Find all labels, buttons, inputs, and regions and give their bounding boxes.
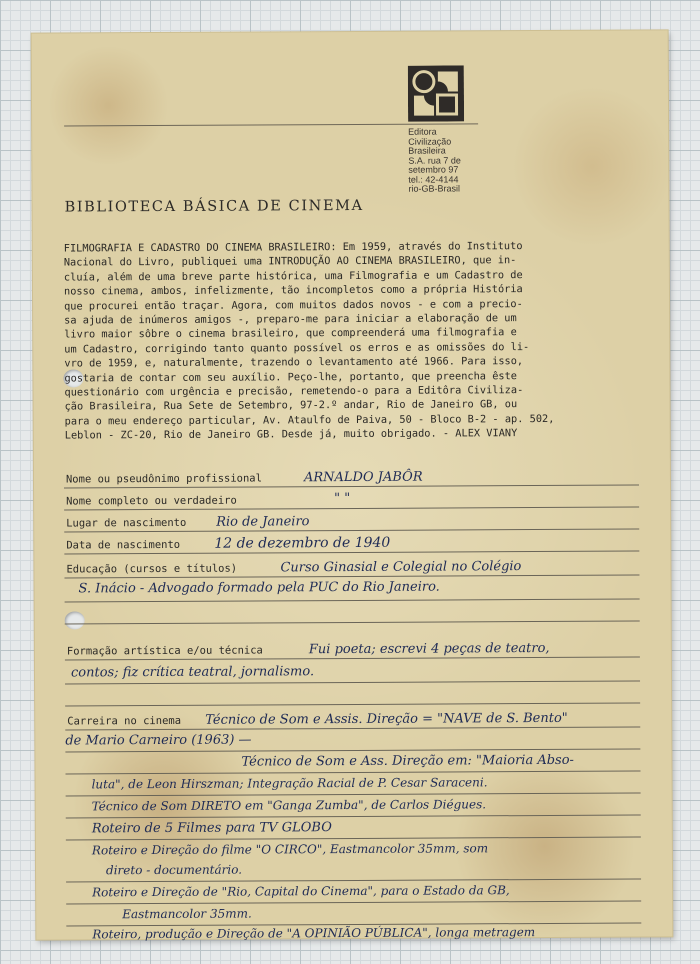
publisher-line: Brasileira (408, 145, 446, 156)
artistic-value-line: Fui poeta; escrevi 4 peças de teatro, (308, 640, 550, 658)
intro-line: Leblon - ZC-20, Rio de Janeiro GB. Desde já, muito obrigado. - ALEX VIANY (64, 427, 518, 442)
artistic-value-line: contos; fiz crítica teatral, jornalismo. (70, 664, 315, 681)
intro-line: um Cadastro, corrigindo tanto quanto possível os erros e as omissões do li- (64, 340, 530, 356)
intro-line: nosso cinema, ambos, infelizmente, tão incompletos como a própria História (63, 283, 523, 298)
birthplace-field[interactable] (64, 508, 639, 532)
artistic-rule (65, 680, 640, 684)
intro-line: vro de 1959, e, naturalmente, trazendo o levantamento até 1966. Para isso, (64, 355, 524, 370)
publisher-address (408, 127, 498, 194)
career-value-line: Roteiro de 5 Filmes para TV GLOBO (91, 820, 332, 837)
intro-paragraph (64, 238, 645, 443)
blank-rule (65, 702, 640, 706)
education-value-line: Curso Ginasial e Colegial no Colégio (280, 559, 522, 576)
publisher-logo-icon (408, 65, 464, 121)
questionnaire-form (64, 464, 654, 942)
career-value-line: de Mario Carneiro (1963) — (65, 732, 252, 749)
intro-line: Nacional do Livro, publiquei uma INTRODUÇÃO AO CINEMA BRASILEIRO, que in- (63, 254, 517, 269)
education-value-line: S. Inácio - Advogado formado pela PUC do Rio Janeiro. (78, 579, 440, 597)
career-value-line: Roteiro e Direção do filme "O CIRCO", Eastmancolor 35mm, som (91, 841, 489, 858)
education-label: Educação (cursos e títulos) (66, 562, 238, 576)
career-value-line: luta", de Leon Hirszman; Integração Racial de P. Cesar Saraceni. (91, 775, 488, 792)
artistic-training-label: Formação artística e/ou técnica (66, 644, 263, 658)
birthplace-value: Rio de Janeiro (216, 514, 310, 530)
intro-line: para o meu endereço particular, Av. Ataulfo de Paiva, 50 - Bloco B-2 - ap. 502, (64, 412, 555, 428)
career-value-line: Técnico de Som e Assis. Direção = "NAVE de S. Bento" (205, 710, 568, 728)
intro-line: gostaria de contar com seu auxílio. Peço-lhe, portanto, que preencha êste (64, 369, 518, 385)
birthdate-label: Data de nascimento (66, 538, 181, 552)
education-rule (65, 598, 640, 602)
career-rule (66, 814, 641, 818)
birthdate-value: 12 de dezembro de 1940 (214, 534, 391, 552)
intro-line: ção Brasileira, Rua Sete de Setembro, 97-2.º andar, Rio de Janeiro GB, ou (64, 398, 518, 413)
career-value-line: direto - documentário. (105, 862, 243, 878)
library-title: BIBLIOTECA BÁSICA DE CINEMA (64, 197, 364, 216)
full-name-field[interactable] (64, 486, 639, 510)
career-rule (66, 770, 641, 774)
publisher-line: Editora (408, 126, 437, 137)
punch-hole-bottom (65, 611, 85, 629)
stage-name-value: ARNALDO JABÔR (303, 469, 423, 486)
stage-name-label: Nome ou pseudônimo profissional (65, 472, 262, 486)
intro-line: livro maior sôbre o cinema brasileiro, que compreenderá uma filmografia e (64, 326, 517, 341)
career-field[interactable] (65, 706, 640, 730)
intro-line: sa ajuda de inúmeros amigos -, preparo-me para iniciar a elaboração de um (64, 312, 517, 327)
full-name-value: " " (334, 491, 351, 507)
publisher-line: setembro 97 (408, 164, 459, 175)
blank-rule (65, 620, 640, 624)
publisher-line: S.A. rua 7 de (408, 154, 461, 166)
career-rule (65, 748, 640, 752)
career-value-line: Eastmancolor 35mm. (122, 906, 252, 922)
birthdate-field[interactable] (64, 530, 639, 554)
career-label: Carreira no cinema (67, 714, 182, 728)
career-rule (66, 900, 641, 904)
questionnaire-sheet (32, 30, 673, 942)
career-rule (66, 836, 641, 840)
career-value-line: Roteiro, produção e Direção de "A OPINIÃO PÚBLICA", longa metragem (92, 925, 536, 942)
publisher-line: tel.: 42-4144 (408, 173, 459, 185)
artistic-training-field[interactable] (65, 636, 640, 660)
education-field[interactable] (64, 554, 639, 578)
career-rule (66, 792, 641, 796)
publisher-line: Civilização (408, 135, 452, 147)
career-rule (66, 878, 641, 882)
birthplace-label: Lugar de nascimento (66, 516, 187, 530)
full-name-label: Nome completo ou verdadeiro (66, 494, 237, 508)
intro-line: cluía, além de uma breve parte histórica, uma Filmografia e um Cadastro de (63, 268, 523, 284)
intro-line: que procurei então traçar. Agora, com muitos dados novos - e com a precio- (64, 297, 523, 313)
career-value-line: Técnico de Som e Ass. Direção em: "Maioria Abso- (241, 752, 574, 770)
intro-line: FILMOGRAFIA E CADASTRO DO CINEMA BRASILEIRO: Em 1959, através do Instituto (63, 240, 523, 255)
intro-line: questionário com urgência e precisão, remetendo-o para a Editôra Civiliza- (64, 384, 524, 399)
career-value-line: Roteiro e Direção de "Rio, Capital do Cinema", para o Estado da GB, (92, 883, 510, 900)
publisher-line: rio-GB-Brasil (408, 183, 460, 194)
stage-name-field[interactable] (64, 464, 639, 488)
career-value-line: Técnico de Som DIRETO em "Ganga Zumba", de Carlos Diégues. (91, 797, 487, 814)
